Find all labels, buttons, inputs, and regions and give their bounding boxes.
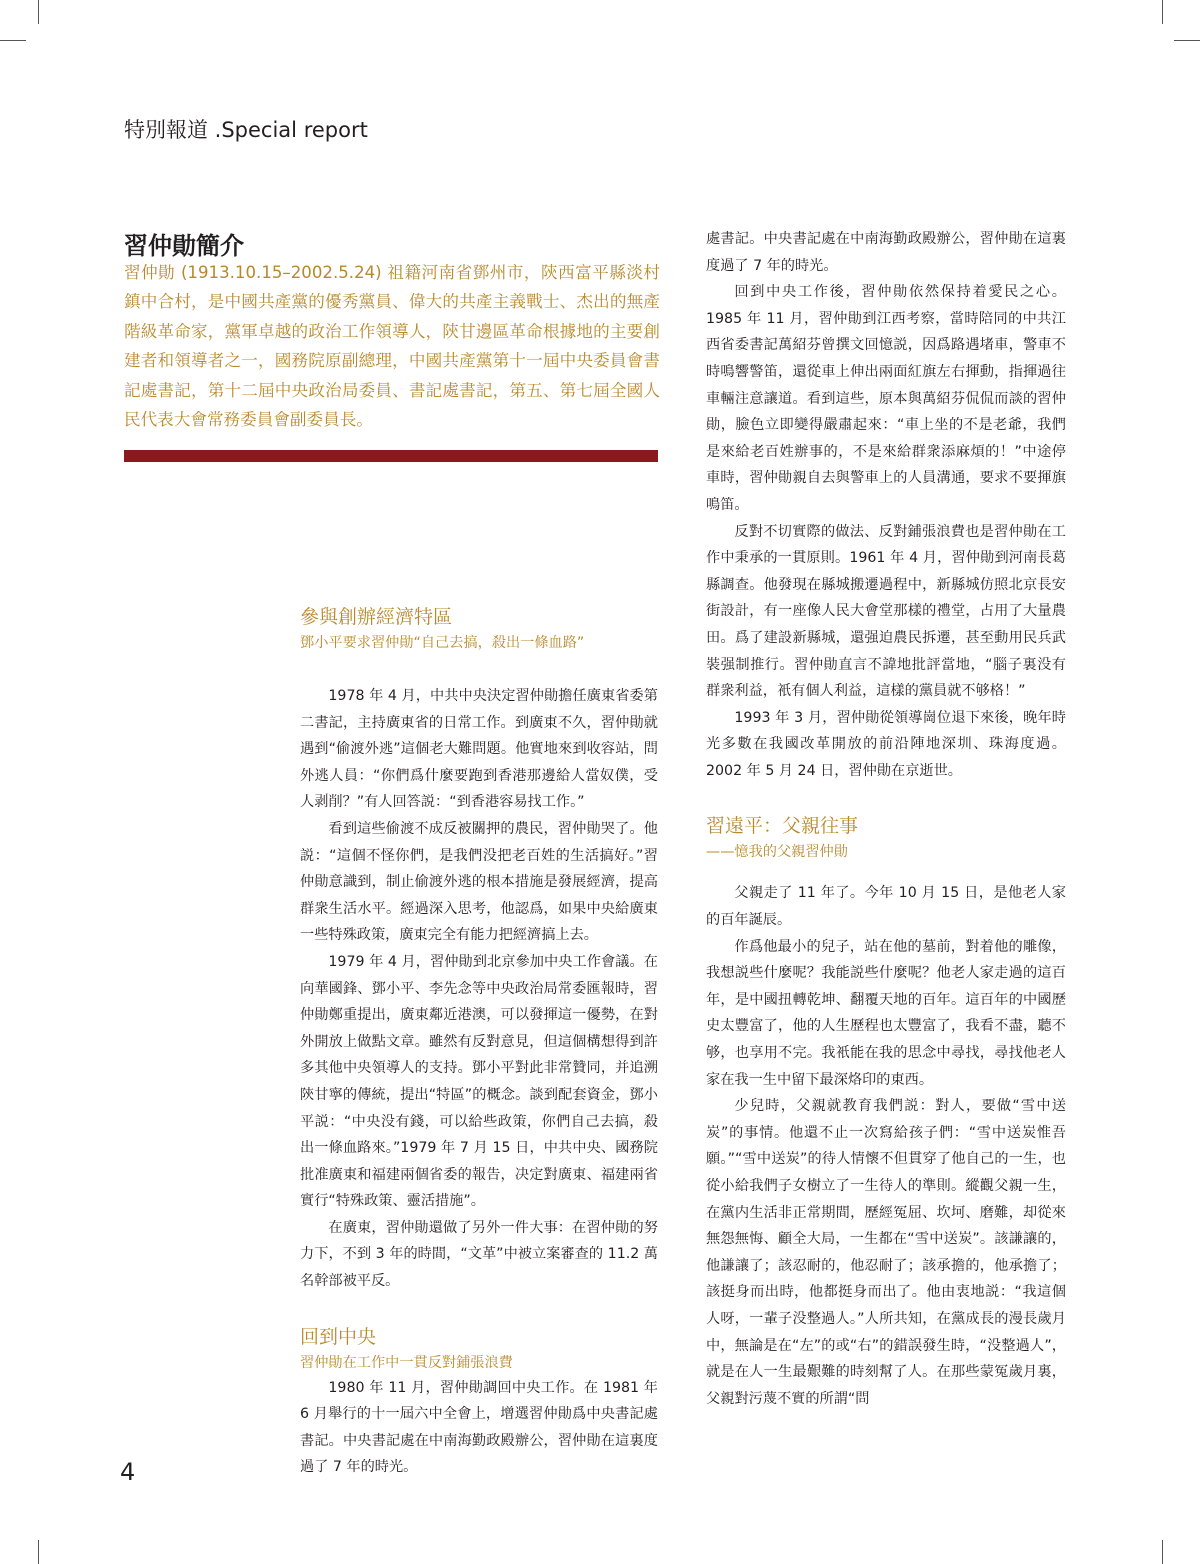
section-title: 習遠平：父親往事 — [706, 815, 859, 838]
intro-paragraph: 習仲勛 (1913.10.15–2002.5.24) 祖籍河南省鄧州市，陝西富平縣淡村鎮中合村，是中國共產黨的優秀黨員、偉大的共產主義戰士、杰出的無產階級革命家，黨軍卓越的政治工作領導人，陝甘邊區革命根據地的主要創建者和領導者之一，國務院原副總理，中國共產黨第十一屆中央委員會書記處書記，第十二屆中央政治局委員、書記處書記，第五、第七屆全國人民代表大會常務委員會副委員長。 — [124, 263, 660, 430]
section-subtitle: ——憶我的父親習仲勛 — [706, 844, 848, 861]
crop-mark — [0, 40, 26, 41]
intro-title: 習仲勛簡介 — [124, 232, 244, 260]
intro-body — [124, 258, 660, 434]
crop-mark — [1162, 0, 1163, 24]
paragraph: 父親走了 11 年了。今年 10 月 15 日，是他老人家的百年誕辰。 — [706, 885, 1066, 929]
crop-mark — [1162, 1540, 1163, 1564]
section-title: 回到中央 — [300, 1325, 377, 1348]
paragraph: 作爲他最小的兒子，站在他的墓前，對着他的雕像，我想説些什麼呢？我能説些什麼呢？他老人家走過的這百年，是中國扭轉乾坤、翻覆天地的百年。這百年的中國歷史太豐富了，他的人生歷程也太豐富了，我看不盡，聽不够，也享用不完。我衹能在我的思念中尋找，尋找他老人家在我一生中留下最深烙印的東西。 — [706, 938, 1066, 1088]
paragraph: 1979 年 4 月，習仲勛到北京參加中央工作會議。在向華國鋒、鄧小平、李先念等中央政治局常委匯報時，習仲勛鄭重提出，廣東鄰近港澳，可以發揮這一優勢，在對外開放上做點文章。雖然有反對意見，但這個構想得到許多其他中央領導人的支持。鄧小平對此非常贊同，并追溯陝甘寧的傳統，提出“特區”的概念。談到配套資金，鄧小平説：“中央没有錢，可以給些政策，你們自己去搞，殺出一條血路來。”1979 年 7 月 15 日，中共中央、國務院批准廣東和福建兩個省委的報告，决定對廣東、福建兩省實行“特殊政策、靈活措施”。 — [300, 953, 658, 1210]
article-column-middle — [300, 603, 658, 1476]
section-title: 參與創辦經濟特區 — [300, 606, 453, 628]
crop-mark — [38, 1540, 39, 1564]
divider-bar — [124, 450, 658, 462]
paragraph: 1993 年 3 月，習仲勛從領導崗位退下來後，晚年時光多數在我國改革開放的前沿陣地深圳、珠海度過。2002 年 5 月 24 日，習仲勛在京逝世。 — [706, 709, 1066, 779]
paragraph: 1980 年 11 月，習仲勛調回中央工作。在 1981 年 6 月舉行的十一屆六中全會上，增選習仲勛爲中央書記處書記。中央書記處在中南海勤政殿辦公，習仲勛在這裏度過了 7 年的時光。 — [300, 1379, 658, 1476]
page-number: 4 — [120, 1458, 136, 1486]
paragraph: 回到中央工作後，習仲勛依然保持着愛民之心。1985 年 11 月，習仲勛到江西考察，當時陪同的中共江西省委書記萬紹芬曾撰文回憶説，因爲路遇堵車，警車不時鳴響警笛，還從車上伸出兩面紅旗左右揮動，指揮過往車輛注意讓道。看到這些，原本與萬紹芬侃侃而談的習仲勛，臉色立即變得嚴肅起來：“車上坐的不是老爺，我們是來給老百姓辦事的，不是來給群衆添麻煩的！”中途停車時，習仲勛親自去與警車上的人員溝通，要求不要揮旗鳴笛。 — [706, 284, 1066, 513]
crop-mark — [38, 0, 39, 24]
section-subtitle: 鄧小平要求習仲勛“自己去搞，殺出一條血路” — [300, 635, 585, 651]
paragraph: 看到這些偷渡不成反被關押的農民，習仲勛哭了。他説：“這個不怪你們，是我們没把老百姓的生活搞好。”習仲勛意識到，制止偷渡外逃的根本措施是發展經濟，提高群衆生活水平。經過深入思考，他認爲，如果中央給廣東一些特殊政策，廣東完全有能力把經濟搞上去。 — [300, 820, 658, 944]
paragraph: 反對不切實際的做法、反對鋪張浪費也是習仲勛在工作中秉承的一貫原則。1961 年 4 月，習仲勛到河南長葛縣調查。他發現在縣城搬遷過程中，新縣城仿照北京長安街設計，有一座像人民大會堂那樣的禮堂，占用了大量農田。爲了建設新縣城，還强迫農民拆遷，甚至動用民兵武裝强制推行。習仲勛直言不諱地批評當地，“腦子裏没有群衆利益，衹有個人利益，這樣的黨員就不够格！” — [706, 523, 1066, 700]
paragraph: 1978 年 4 月，中共中央決定習仲勛擔任廣東省委第二書記，主持廣東省的日常工作。到廣東不久，習仲勛就遇到“偷渡外逃”這個老大難問題。他實地來到收容站，問外逃人員：“你們爲什麼要跑到香港那邊給人當奴僕，受人剥削？”有人回答説：“到香港容易找工作。” — [300, 688, 658, 811]
section-subtitle: 習仲勛在工作中一貫反對鋪張浪費 — [300, 1354, 513, 1371]
paragraph: 少兒時，父親就教育我們説：對人，要做“雪中送炭”的事情。他還不止一次寫給孩子們：“雪中送炭惟吾願。”“雪中送炭”的待人情懷不但貫穿了他自己的一生，也從小給我們子女樹立了一生待人的準則。縱觀父親一生，在黨内生活非正常期間，歷經冤屈、坎坷、磨難，却從來無怨無悔、顧全大局，一生都在“雪中送炭”。該謙讓的，他謙讓了；該忍耐的，他忍耐了；該承擔的，他承擔了；該挺身而出時，他都挺身而出了。他由衷地説：“我這個人呀，一輩子没整過人。”人所共知，在黨成長的漫長歲月中，無論是在“左”的或“右”的錯誤發生時，“没整過人”，就是在人一生最艱難的時刻幫了人。在那些蒙冤歲月裏，父親對污蔑不實的所謂“問 — [706, 1098, 1066, 1407]
crop-mark — [1174, 40, 1200, 41]
section-label: 特別報道 .Special report — [124, 118, 368, 142]
paragraph-continued: 處書記。中央書記處在中南海勤政殿辦公，習仲勛在這裏度過了 7 年的時光。 — [706, 231, 1066, 274]
paragraph: 在廣東，習仲勛還做了另外一件大事：在習仲勛的努力下，不到 3 年的時間，“文革”中被立案審查的 11.2 萬名幹部被平反。 — [300, 1219, 658, 1290]
article-column-right — [706, 226, 1066, 1412]
